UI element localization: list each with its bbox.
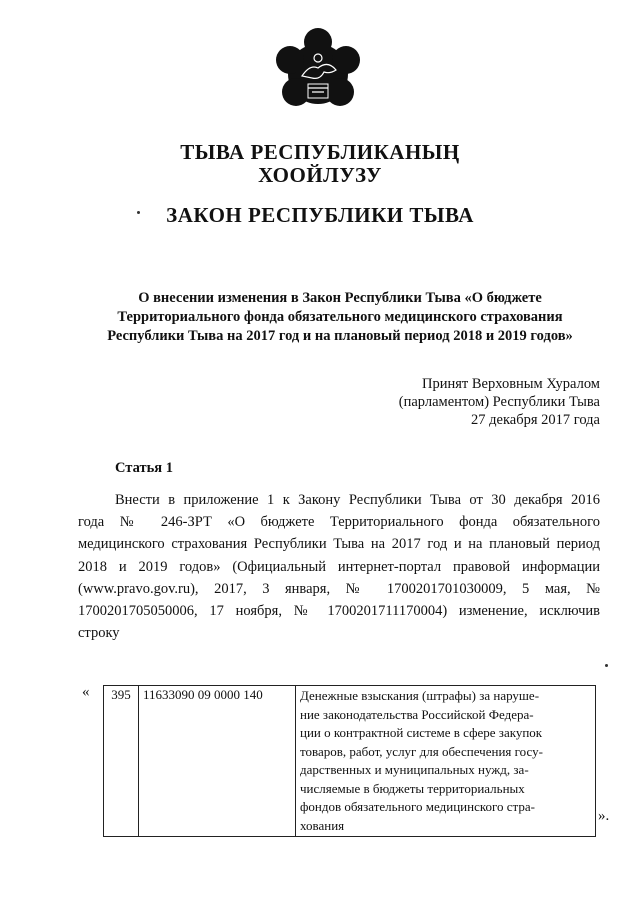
article-paragraph: [78, 489, 600, 644]
excluded-row-table: [103, 685, 596, 837]
law-title-line: Республики Тыва на 2017 год и на плановый период 2018 и 2019 годов»: [107, 328, 573, 344]
article-heading: Статья 1: [115, 460, 173, 476]
adoption-note: [399, 375, 600, 429]
admin-code-cell: 395: [104, 686, 139, 837]
description-line: товаров, работ, услуг для обеспечения госу-: [300, 743, 543, 759]
description-line: ции о контрактной системе в сфере закупок: [300, 725, 543, 740]
description-line: хования: [300, 817, 345, 833]
opening-quote: «: [82, 684, 90, 700]
table-row: [104, 686, 596, 837]
description-line: ние законодательства Российской Федера-: [300, 706, 534, 722]
paragraph-line: 2018 и 2019 годов» (Официальный интернет-портал правовой информации: [78, 558, 600, 575]
republic-name-tuvan-line2: ХООЙЛУЗУ: [258, 163, 382, 187]
paragraph-line: медицинского страхования Республики Тыва на 2017 год и на плановый период: [78, 536, 600, 553]
adoption-line: Принят Верховным Хуралом: [422, 376, 600, 392]
scan-speck: [137, 211, 140, 214]
adoption-date: 27 декабря 2017 года: [471, 412, 600, 428]
description-line: фондов обязательного медицинского стра-: [300, 799, 535, 814]
closing-quote: ».: [598, 808, 610, 824]
law-title-line: О внесении изменения в Закон Республики Тыва «О бюджете: [138, 290, 542, 306]
paragraph-line: Внести в приложение 1 к Закону Республики Тыва от 30 декабря 2016: [115, 492, 600, 508]
description-line: дарственных и муниципальных нужд, за-: [300, 762, 529, 777]
republic-name-tuvan-line1: ТЫВА РЕСПУБЛИКАНЫҢ: [180, 140, 460, 164]
description-line: Денежные взыскания (штрафы) за наруше-: [300, 688, 540, 703]
adoption-line: (парламентом) Республики Тыва: [398, 394, 600, 410]
paragraph-line: 1700201705050006, 17 ноября, № 1700201711170004) изменение, исключив: [78, 603, 600, 620]
scan-speck: [605, 664, 608, 667]
paragraph-line: года № 246-ЗРТ «О бюджете Территориального фонда обязательного: [78, 514, 600, 531]
coat-of-arms-emblem: [272, 28, 364, 114]
law-of-republic-heading: ЗАКОН РЕСПУБЛИКИ ТЫВА: [166, 203, 474, 227]
law-title: [90, 289, 590, 346]
budget-classification-code-cell: 11633090 09 0000 140: [139, 686, 296, 837]
paragraph-line: (www.pravo.gov.ru), 2017, 3 января, № 1700201701030009, 5 мая, №: [78, 580, 600, 597]
law-title-line: Территориального фонда обязательного медицинского страхования: [117, 309, 563, 325]
description-line: числяемые в бюджеты территориальных: [300, 780, 525, 796]
revenue-description-cell: [296, 686, 596, 837]
paragraph-line: строку: [78, 625, 120, 642]
